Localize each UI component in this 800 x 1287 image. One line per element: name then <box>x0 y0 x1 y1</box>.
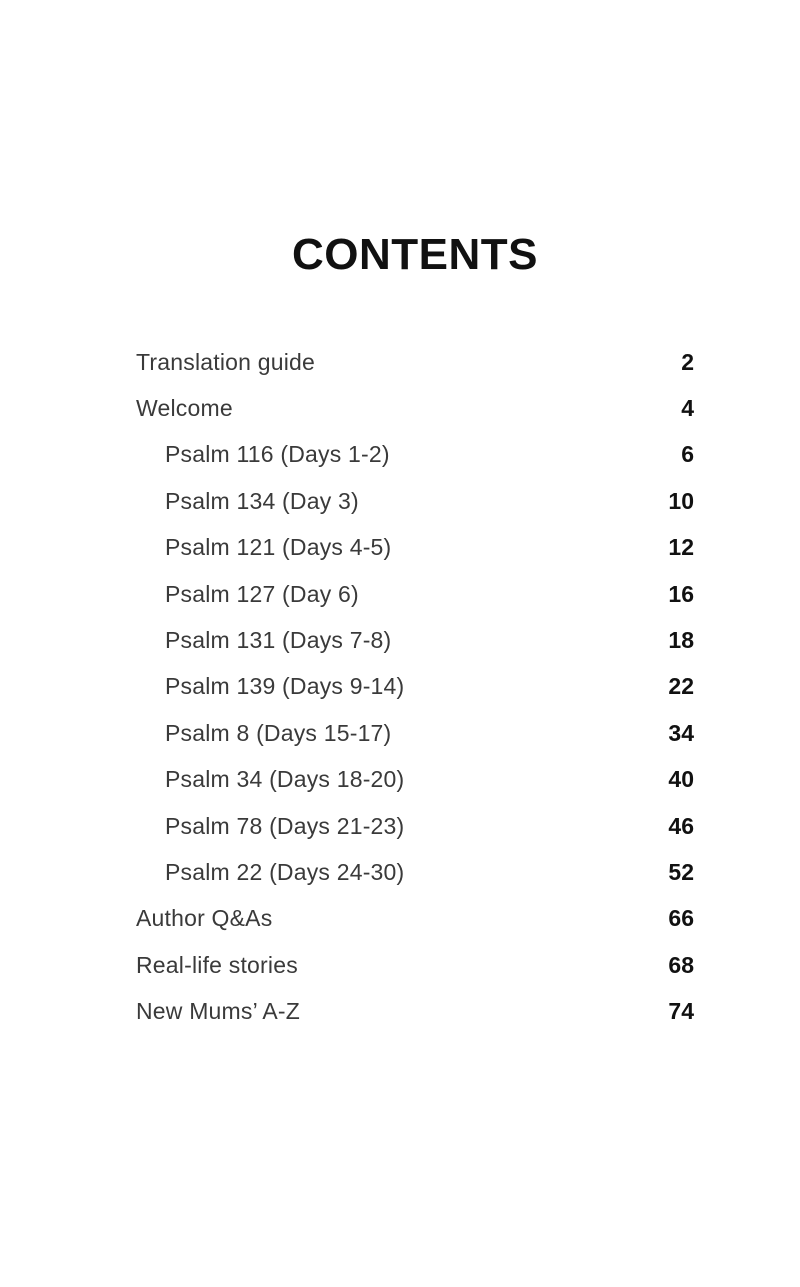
entry-label: Psalm 139 (Days 9-14) <box>165 673 405 700</box>
toc-subentry[interactable] <box>136 432 694 478</box>
entry-page-number: 40 <box>668 766 694 793</box>
toc-subentry[interactable] <box>136 525 694 571</box>
entry-page-number: 22 <box>668 673 694 700</box>
toc-subentry[interactable] <box>136 710 694 756</box>
toc-subentry[interactable] <box>136 757 694 803</box>
toc-subentry[interactable] <box>136 617 694 663</box>
entry-label: Psalm 8 (Days 15-17) <box>165 719 392 746</box>
entry-page-number: 16 <box>668 580 694 607</box>
entry-page-number: 18 <box>668 627 694 654</box>
table-of-contents <box>136 339 694 1035</box>
entry-label: Psalm 116 (Days 1-2) <box>165 441 390 468</box>
entry-label: Welcome <box>136 395 233 422</box>
toc-entry[interactable] <box>136 942 694 988</box>
toc-entry[interactable] <box>136 339 694 385</box>
toc-entry[interactable] <box>136 896 694 942</box>
toc-subentry[interactable] <box>136 849 694 895</box>
page-title: CONTENTS <box>292 230 538 279</box>
entry-page-number: 52 <box>668 858 694 885</box>
entry-label: Psalm 78 (Days 21-23) <box>165 812 405 839</box>
entry-page-number: 66 <box>668 905 694 932</box>
entry-page-number: 34 <box>668 719 694 746</box>
entry-page-number: 4 <box>681 395 694 422</box>
entry-label: Psalm 134 (Day 3) <box>165 487 359 514</box>
entry-page-number: 6 <box>681 441 694 468</box>
entry-label: Psalm 121 (Days 4-5) <box>165 534 392 561</box>
toc-entry[interactable] <box>136 988 694 1034</box>
entry-label: Author Q&As <box>136 905 273 932</box>
entry-page-number: 68 <box>668 951 694 978</box>
entry-page-number: 12 <box>668 534 694 561</box>
entry-page-number: 74 <box>668 998 694 1025</box>
toc-subentry[interactable] <box>136 664 694 710</box>
entry-label: Real-life stories <box>136 951 298 978</box>
entry-label: Translation guide <box>136 348 315 375</box>
toc-subentry[interactable] <box>136 478 694 524</box>
entry-label: Psalm 22 (Days 24-30) <box>165 858 405 885</box>
entry-label: Psalm 127 (Day 6) <box>165 580 359 607</box>
entry-label: New Mums’ A-Z <box>136 998 301 1025</box>
entry-page-number: 46 <box>668 812 694 839</box>
toc-subentry[interactable] <box>136 571 694 617</box>
toc-entry[interactable] <box>136 385 694 431</box>
toc-subentry[interactable] <box>136 803 694 849</box>
entry-page-number: 10 <box>668 487 694 514</box>
entry-label: Psalm 131 (Days 7-8) <box>165 627 392 654</box>
entry-label: Psalm 34 (Days 18-20) <box>165 766 405 793</box>
entry-page-number: 2 <box>681 348 694 375</box>
